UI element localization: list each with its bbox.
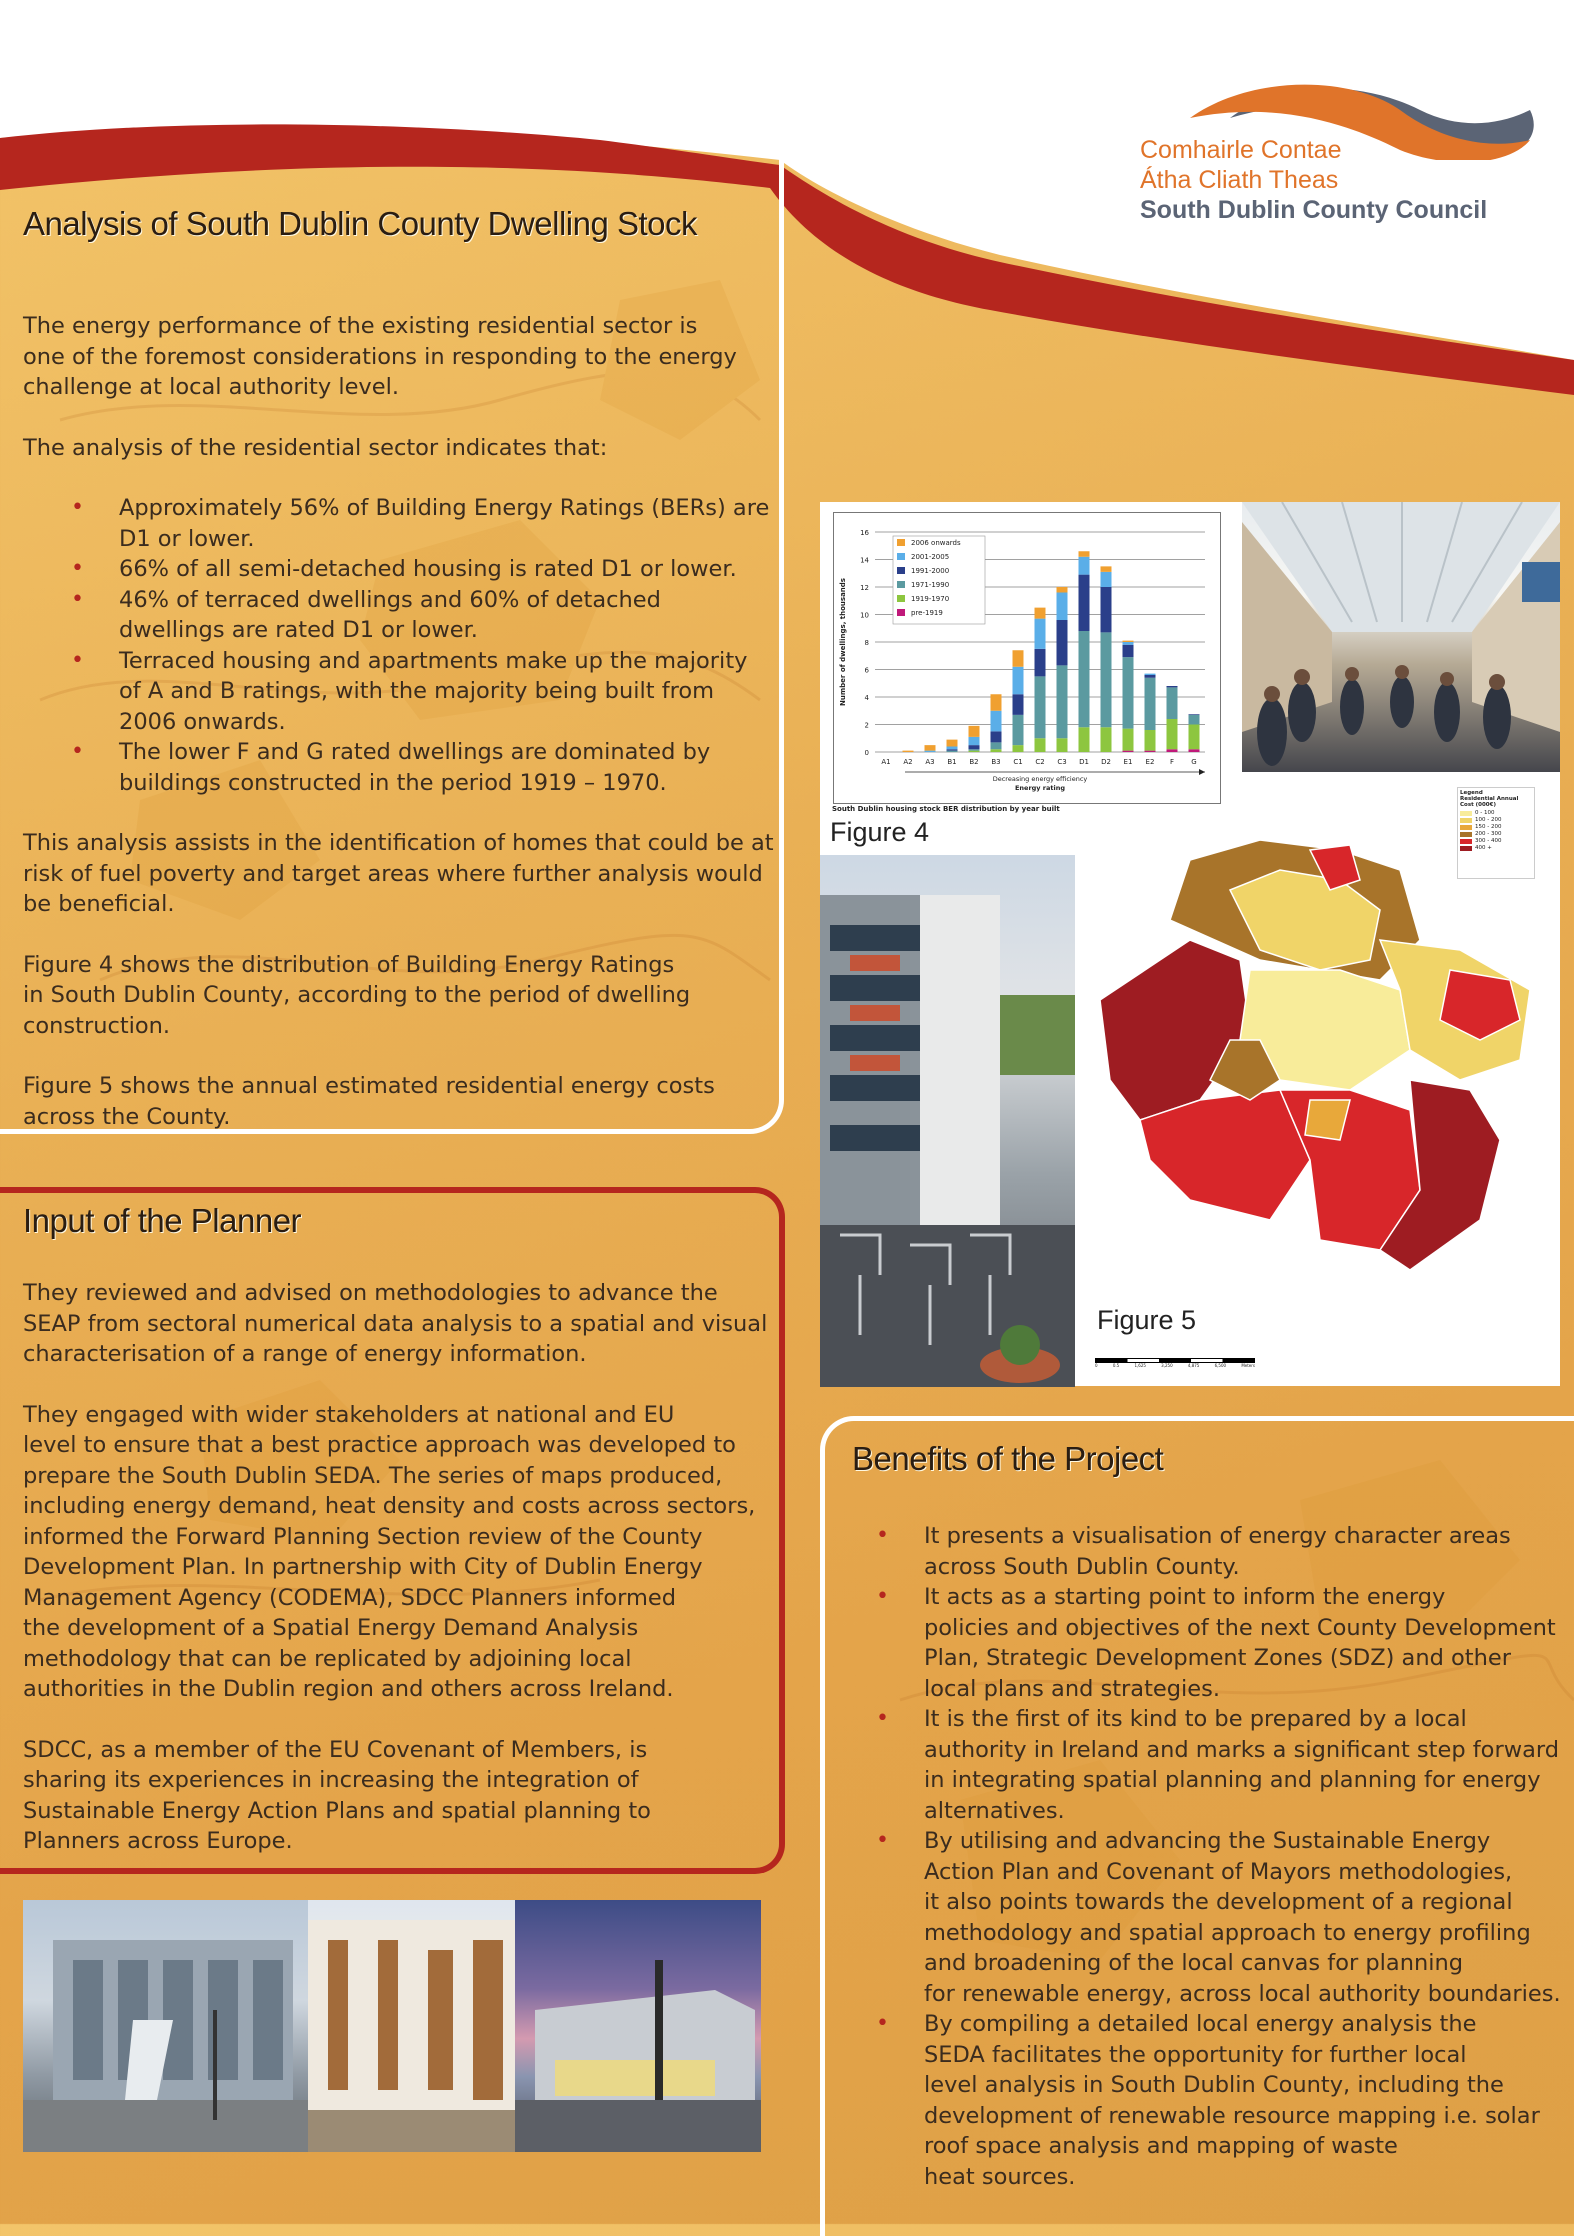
- y-tick-label: 8: [864, 639, 869, 647]
- x-arrow-head: [1199, 769, 1205, 775]
- bar-segment: [969, 726, 980, 737]
- bar-segment: [1013, 694, 1024, 715]
- bar-segment: [969, 745, 980, 749]
- x-tick-label: A3: [925, 758, 935, 766]
- bar-segment: [1035, 608, 1046, 619]
- bar-segment: [1035, 649, 1046, 677]
- bar-segment: [947, 751, 958, 752]
- bar-segment: [969, 751, 980, 752]
- figure5-scale-bar: [1095, 1358, 1255, 1372]
- planner-input-content: [23, 1202, 783, 1857]
- s1-bullet-5: • The lower F and G rated dwellings are dominated by buildings constructed in the period 1919 – 1970.: [119, 737, 783, 798]
- bar-segment: [947, 747, 958, 750]
- bar-segment: [947, 749, 958, 750]
- bar-segment: [1035, 676, 1046, 738]
- legend-item: [1460, 817, 1532, 823]
- s1-bullet-1: • Approximately 56% of Building Energy Ratings (BERs) are D1 or lower.: [119, 493, 783, 554]
- benefits-title: Benefits of the Project: [852, 1440, 1164, 1477]
- bar-segment: [1013, 745, 1024, 752]
- x-tick-label: C1: [1013, 758, 1023, 766]
- bar-segment: [1101, 566, 1112, 572]
- figure4-caption: South Dublin housing stock BER distribution by year built: [832, 805, 1060, 813]
- bar-segment: [991, 731, 1002, 742]
- bar-segment: [1145, 674, 1156, 675]
- bar-segment: [1057, 587, 1068, 593]
- x-arrow-label: Decreasing energy efficiency: [992, 775, 1088, 783]
- bar-segment: [1123, 751, 1134, 752]
- x-tick-label: C3: [1057, 758, 1067, 766]
- photo-cafe-plaza: [820, 855, 1075, 1387]
- benefits-content: [852, 1440, 1562, 2192]
- ber-chart: [833, 512, 1219, 802]
- benefit-5: • By compiling a detailed local energy analysis the SEDA facilitates the opportunity for further local level analysis in South Dublin County, including the development of renewable resource mapping i.e. solar roof space analysis and mapping of waste heat sources.: [924, 2009, 1562, 2192]
- legend-item: [1460, 824, 1532, 830]
- bar-segment: [1013, 650, 1024, 667]
- scale-label: 1,625: [1134, 1363, 1146, 1368]
- bar-segment: [903, 751, 914, 752]
- photo-brick-building: [308, 1900, 515, 2152]
- bar-segment: [1013, 715, 1024, 745]
- legend-label: 200 - 300: [1475, 831, 1502, 837]
- s1-para3-l1: This analysis assists in the identification of homes that could be at: [23, 830, 774, 856]
- bar-segment: [1189, 725, 1200, 750]
- x-tick-label: B2: [969, 758, 979, 766]
- legend-label: 0 - 100: [1475, 810, 1495, 816]
- x-tick-label: A1: [881, 758, 891, 766]
- chart-legend-swatch: [897, 609, 905, 616]
- bar-segment: [969, 737, 980, 745]
- benefit-2: • It acts as a starting point to inform the energy policies and objectives of the next County Development Plan, Strategic Development Zones (SDZ) and other local plans and strategies.: [924, 1582, 1562, 1704]
- bar-segment: [1145, 730, 1156, 751]
- bar-segment: [1189, 715, 1200, 725]
- chart-legend-label: pre-1919: [911, 609, 943, 617]
- s2-para2-l7: Management Agency (CODEMA), SDCC Planners informed: [23, 1584, 676, 1611]
- benefits-bullet-list: [924, 1521, 1562, 2192]
- s2-para1-l3: characterisation of a range of energy information.: [23, 1341, 587, 1367]
- bar-segment: [1145, 678, 1156, 730]
- legend-swatch: [1460, 832, 1472, 837]
- scale-unit: Meters: [1241, 1363, 1255, 1368]
- legend-item: [1460, 845, 1532, 851]
- chart-legend-label: 2006 onwards: [911, 539, 961, 547]
- bar-segment: [1167, 749, 1178, 752]
- scale-label: 6,500: [1214, 1363, 1227, 1368]
- chart-legend-swatch: [897, 567, 905, 574]
- legend-swatch: [1460, 839, 1472, 844]
- bar-segment: [1167, 686, 1178, 687]
- chart-legend-swatch: [897, 595, 905, 602]
- bar-segment: [991, 742, 1002, 749]
- legend-swatch: [1460, 846, 1472, 851]
- s1-bullet-4: • Terraced housing and apartments make up the majority of A and B ratings, with the majority being built from 2006 onwards.: [119, 646, 783, 738]
- s1-para3-l3: be beneficial.: [23, 891, 175, 917]
- x-tick-label: D1: [1079, 758, 1089, 766]
- bar-segment: [925, 751, 936, 752]
- s1-para4-l1: Figure 4 shows the distribution of Building Energy Ratings: [23, 951, 675, 978]
- bar-segment: [1145, 675, 1156, 678]
- legend-title: Legend: [1460, 790, 1483, 796]
- bar-segment: [991, 749, 1002, 752]
- bar-segment: [1189, 714, 1200, 715]
- bar-segment: [1101, 632, 1112, 727]
- benefit-1: • It presents a visualisation of energy character areas across South Dublin County.: [924, 1521, 1562, 1582]
- legend-label: 300 - 400: [1475, 838, 1502, 844]
- y-tick-label: 0: [864, 749, 869, 757]
- y-tick-label: 2: [864, 721, 869, 730]
- s2-para2-l2: level to ensure that a best practice approach was developed to: [23, 1432, 736, 1458]
- s2-para3-l1: SDCC, as a member of the EU Covenant of Members, is: [23, 1736, 648, 1763]
- figure5-label: Figure 5: [1097, 1305, 1197, 1335]
- x-tick-label: A2: [903, 758, 913, 766]
- bar-segment: [1101, 587, 1112, 632]
- benefit-3: • It is the first of its kind to be prepared by a local authority in Ireland and marks a significant step forward in integrating spatial planning and planning for energy alternatives.: [924, 1704, 1562, 1826]
- s2-para2-l3: prepare the South Dublin SEDA. The series of maps produced,: [23, 1462, 723, 1489]
- bar-segment: [947, 740, 958, 747]
- chart-legend-label: 1919-1970: [911, 595, 950, 603]
- bar-segment: [1057, 620, 1068, 665]
- chart-legend-label: 1971-1990: [911, 581, 950, 589]
- chart-legend-swatch: [897, 553, 905, 560]
- scale-label: 0.5: [1112, 1363, 1120, 1368]
- legend-item: [1460, 810, 1532, 816]
- figure5-legend: [1457, 787, 1535, 879]
- legend-label: 150 - 200: [1475, 824, 1502, 830]
- x-tick-label: C2: [1035, 758, 1045, 766]
- y-tick-label: 12: [860, 584, 869, 592]
- scale-label: 3,250: [1161, 1363, 1173, 1368]
- map-region-west: [1100, 940, 1250, 1120]
- s1-para2: The analysis of the residential sector indicates that:: [23, 434, 608, 461]
- legend-swatch: [1460, 811, 1472, 816]
- s2-para3-l3: Sustainable Energy Action Plans and spatial planning to: [23, 1797, 651, 1824]
- bar-segment: [1035, 738, 1046, 752]
- s1-bullet-3: • 46% of terraced dwellings and 60% of detached dwellings are rated D1 or lower.: [119, 585, 783, 646]
- org-name-irish-1: Comhairle Contae: [1140, 136, 1342, 164]
- y-axis-label: Number of dwellings, thousands: [839, 578, 847, 706]
- bar-segment: [1057, 593, 1068, 621]
- bar-segment: [1123, 642, 1134, 645]
- figure4-label: Figure 4: [830, 817, 930, 847]
- y-tick-label: 4: [864, 694, 869, 702]
- bar-segment: [1057, 738, 1068, 752]
- panel1-edge: [0, 130, 784, 160]
- legend-label: 100 - 200: [1475, 817, 1502, 823]
- bar-segment: [1079, 551, 1090, 557]
- s2-para2-l9: methodology that can be replicated by adjoining local: [23, 1645, 632, 1672]
- photo-glass-building: [23, 1900, 308, 2152]
- scale-label: 4,875: [1187, 1363, 1200, 1368]
- bar-segment: [1123, 645, 1134, 657]
- bar-segment: [1123, 657, 1134, 729]
- bar-segment: [1079, 575, 1090, 631]
- dwelling-stock-content: [23, 205, 783, 1132]
- s1-para5-l2: across the County.: [23, 1103, 231, 1130]
- s1-bullet-list: [119, 493, 783, 798]
- y-tick-label: 6: [864, 666, 869, 675]
- photo-evening-building: [515, 1900, 761, 2152]
- bar-segment: [1057, 665, 1068, 738]
- s1-para4-l2: in South Dublin County, according to the period of dwelling: [23, 982, 691, 1008]
- s1-para1-l1: The energy performance of the existing residential sector is: [23, 313, 698, 339]
- dwelling-stock-title: Analysis of South Dublin County Dwelling Stock: [23, 205, 698, 242]
- chart-legend-label: 2001-2005: [911, 553, 950, 561]
- x-tick-label: E2: [1145, 758, 1155, 766]
- chart-legend-label: 1991-2000: [911, 567, 950, 575]
- bar-segment: [1167, 687, 1178, 719]
- chart-legend-swatch: [897, 581, 905, 588]
- s1-para1-l2: one of the foremost considerations in responding to the energy: [23, 343, 737, 370]
- y-tick-label: 14: [860, 556, 869, 565]
- legend-subtitle: Residential Annual Cost (000€): [1460, 796, 1519, 808]
- legend-item: [1460, 838, 1532, 844]
- planner-input-title: Input of the Planner: [23, 1202, 302, 1239]
- chart-legend-swatch: [897, 539, 905, 546]
- s2-para3-l4: Planners across Europe.: [23, 1828, 293, 1854]
- bar-segment: [1079, 557, 1090, 575]
- x-tick-label: E1: [1123, 758, 1133, 766]
- y-tick-label: 16: [860, 529, 869, 537]
- legend-swatch: [1460, 825, 1472, 830]
- s2-para2-l6: Development Plan. In partnership with City of Dublin Energy: [23, 1554, 703, 1580]
- s1-bullet-2: • 66% of all semi-detached housing is rated D1 or lower.: [119, 554, 783, 585]
- legend-label: 400 +: [1475, 845, 1492, 851]
- s2-para1-l2: SEAP from sectoral numerical data analysis to a spatial and visual: [23, 1310, 768, 1337]
- s2-para2-l10: authorities in the Dublin region and others across Ireland.: [23, 1676, 674, 1702]
- x-axis-label: Energy rating: [1014, 784, 1066, 792]
- org-name-irish-2: Átha Cliath Theas: [1140, 166, 1339, 194]
- scale-label: 0: [1095, 1363, 1098, 1368]
- bar-segment: [991, 694, 1002, 711]
- s2-para3-l2: sharing its experiences in increasing the integration of: [23, 1767, 639, 1793]
- legend-swatch: [1460, 818, 1472, 823]
- bar-segment: [1123, 641, 1134, 642]
- x-tick-label: B3: [991, 758, 1001, 766]
- s1-para1-l3: challenge at local authority level.: [23, 374, 399, 400]
- photo-shopping-centre: [1242, 502, 1560, 772]
- bar-segment: [1079, 631, 1090, 727]
- bar-segment: [969, 749, 980, 750]
- x-tick-label: B1: [947, 758, 957, 766]
- legend-item: [1460, 831, 1532, 837]
- bar-segment: [1123, 729, 1134, 751]
- y-tick-label: 10: [860, 611, 869, 620]
- bar-segment: [1079, 727, 1090, 752]
- bar-segment: [1101, 572, 1112, 587]
- bar-segment: [1013, 667, 1024, 695]
- s2-para2-l1: They engaged with wider stakeholders at national and EU: [23, 1401, 675, 1428]
- bar-segment: [1101, 727, 1112, 752]
- council-logo: [1130, 70, 1550, 230]
- org-name-english: South Dublin County Council: [1140, 196, 1488, 224]
- s1-para3-l2: risk of fuel poverty and target areas where further analysis would: [23, 860, 763, 887]
- x-tick-label: G: [1191, 758, 1197, 766]
- s1-para4-l3: construction.: [23, 1012, 171, 1039]
- bar-segment: [925, 745, 936, 751]
- bar-segment: [1189, 749, 1200, 752]
- bar-segment: [991, 711, 1002, 732]
- s2-para2-l8: the development of a Spatial Energy Demand Analysis: [23, 1615, 639, 1641]
- benefit-4: • By utilising and advancing the Sustainable Energy Action Plan and Covenant of Mayors methodologies, it also points towards the development of a regional methodology and spatial approach to energy profiling and broadening of the local canvas for planning for renewable energy, across local authority boundaries.: [924, 1826, 1562, 2009]
- bar-segment: [1167, 719, 1178, 749]
- x-tick-label: F: [1169, 758, 1175, 766]
- x-tick-label: D2: [1101, 758, 1111, 766]
- bar-segment: [1035, 619, 1046, 649]
- bar-segment: [1145, 751, 1156, 752]
- s2-para2-l5: informed the Forward Planning Section review of the County: [23, 1523, 703, 1550]
- s2-para1-l1: They reviewed and advised on methodologies to advance the: [23, 1280, 718, 1306]
- s1-para5-l1: Figure 5 shows the annual estimated residential energy costs: [23, 1073, 715, 1099]
- buildings-photo-strip: [23, 1900, 761, 2152]
- s2-para2-l4: including energy demand, heat density and costs across sectors,: [23, 1493, 756, 1519]
